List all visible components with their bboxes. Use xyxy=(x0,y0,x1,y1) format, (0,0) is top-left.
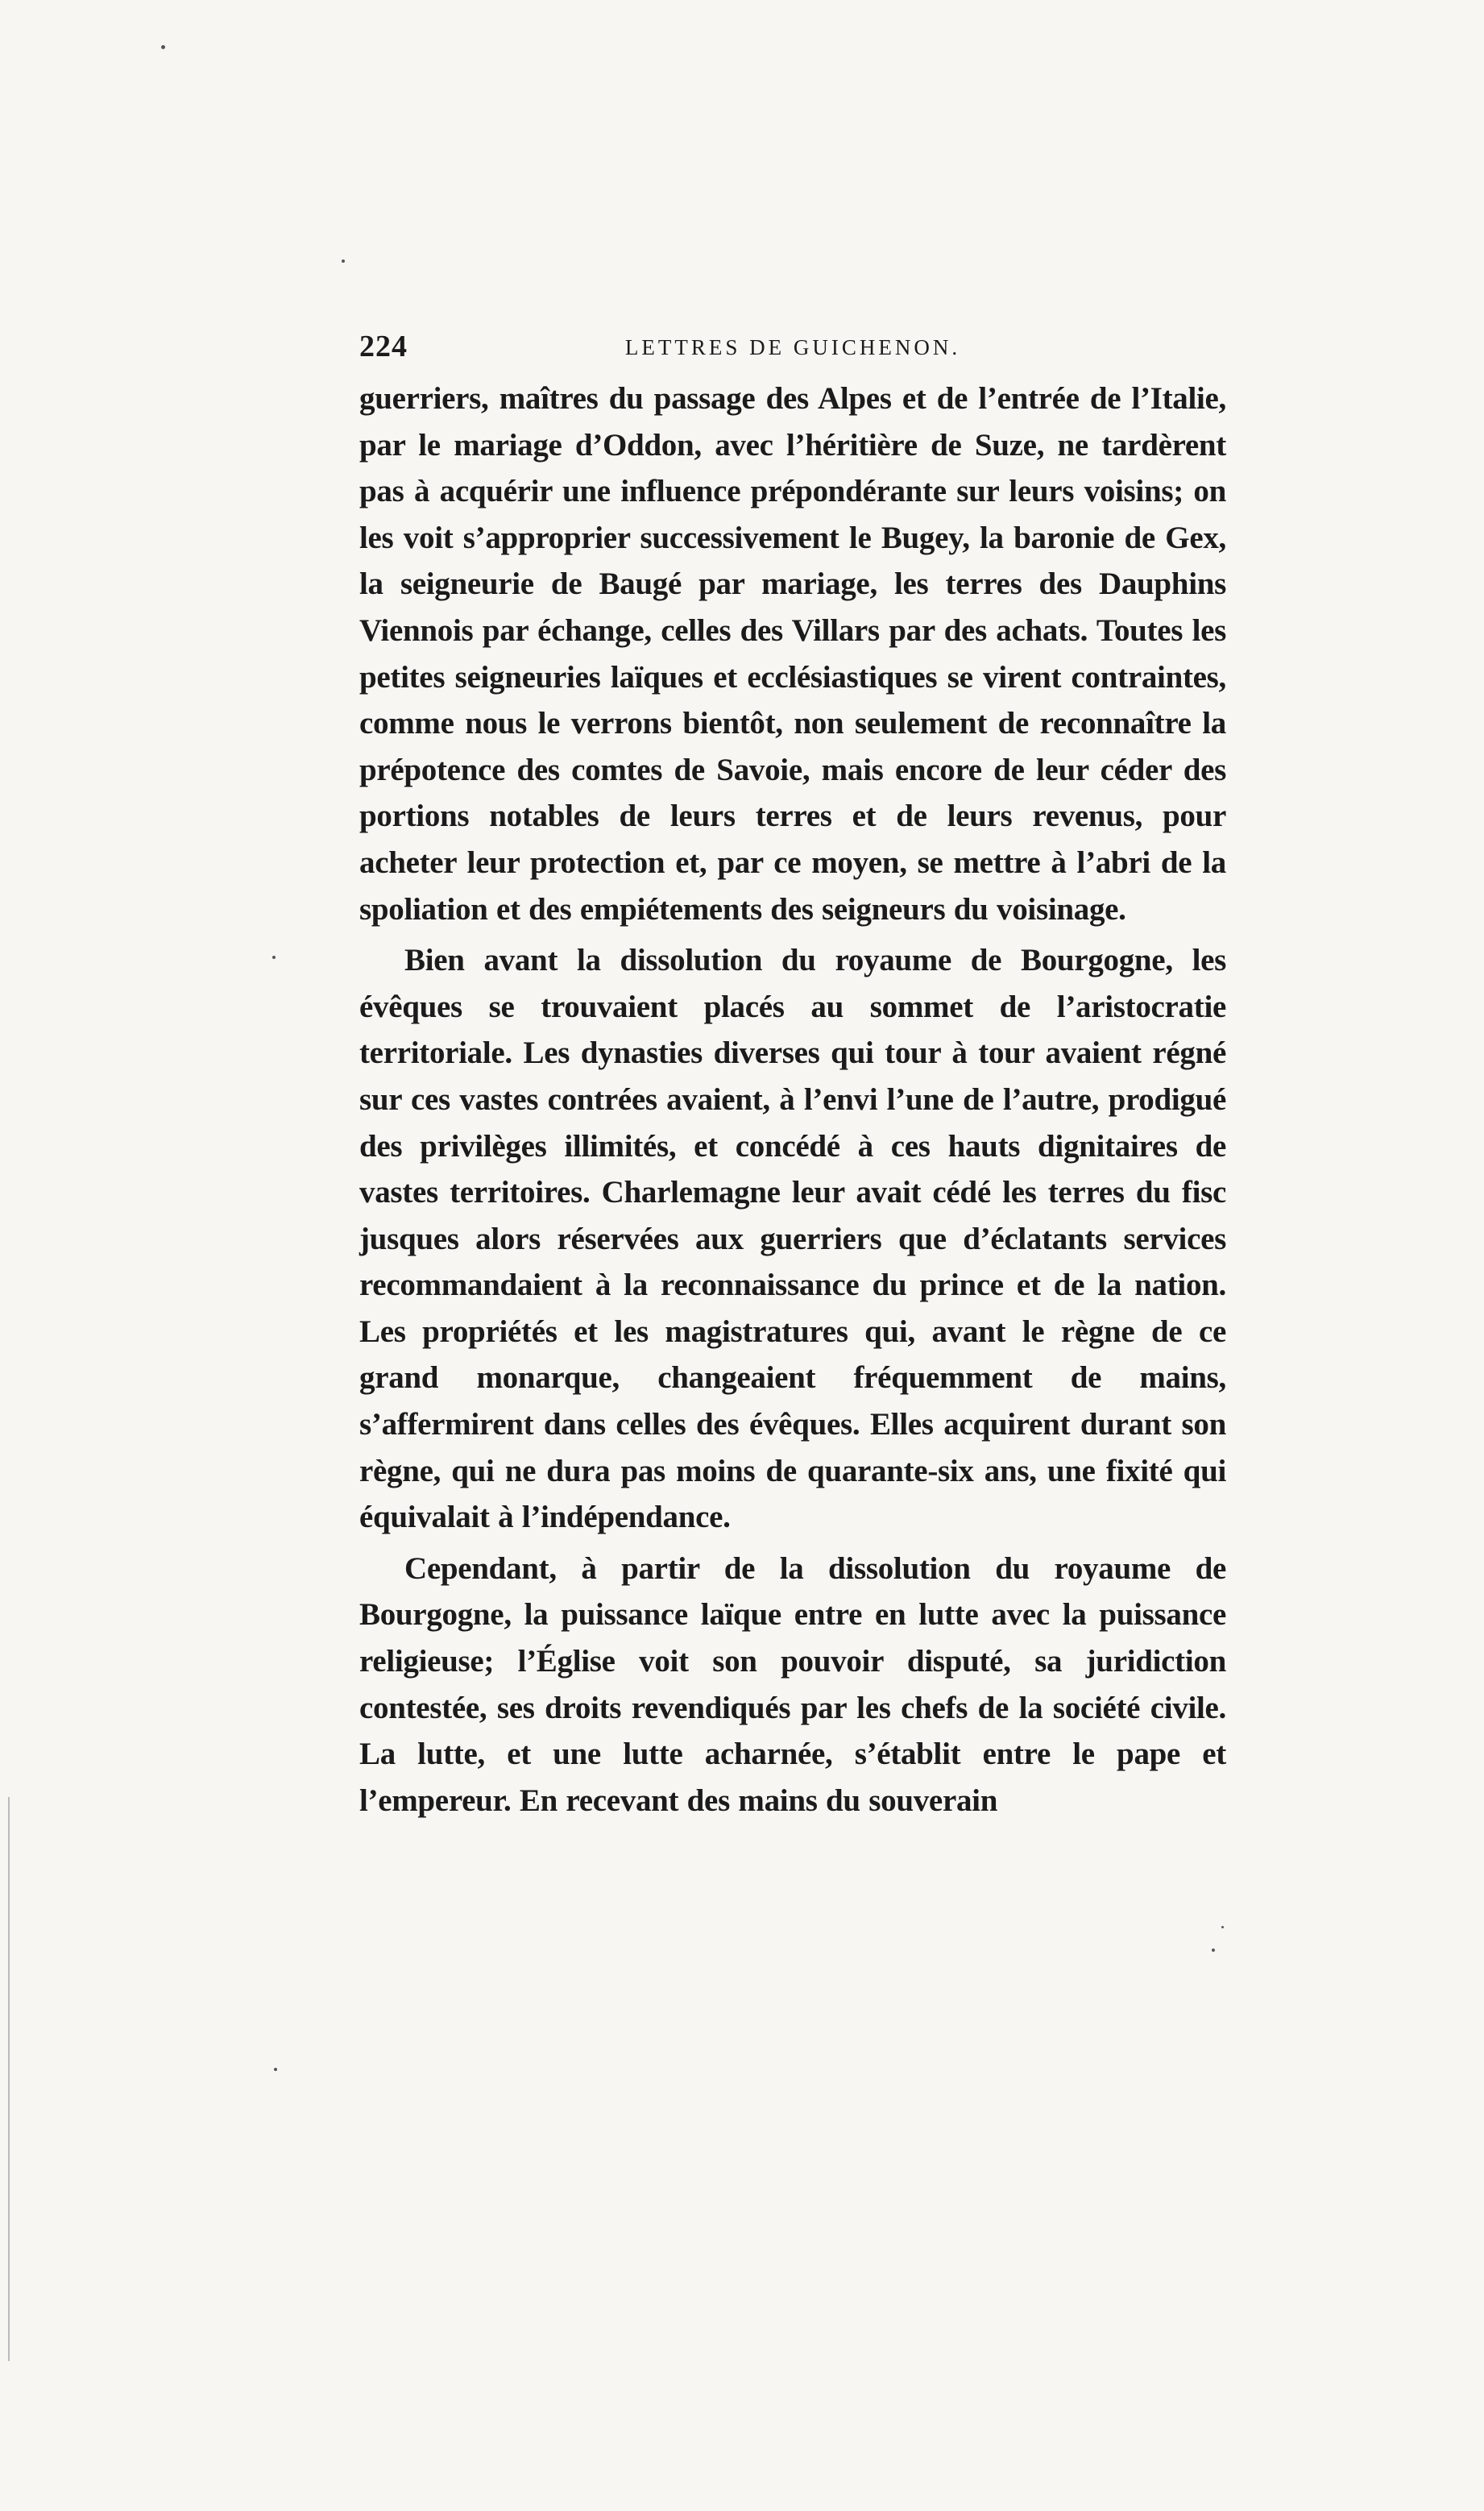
scan-edge xyxy=(8,1797,10,2361)
running-head xyxy=(359,329,1226,372)
body-text xyxy=(359,376,1226,1824)
speck xyxy=(272,956,276,959)
speck xyxy=(1212,1949,1215,1952)
book-page xyxy=(359,329,1226,1824)
speck xyxy=(1221,1926,1224,1928)
running-title: LETTRES DE GUICHENON. xyxy=(624,335,961,359)
paragraph-3: Cependant, à partir de la dissolution du royaume de Bourgogne, la puissance laïque entre en lutte avec la puissance religieuse; l’Église voit son pouvoir disputé, sa juridiction contestée, ses droits revendiqués par les chefs de la société civile. La lutte, et une lutte acharnée, s’établit entre le pape et l’empereur. En recevant des mains du souverain xyxy=(359,1550,1226,1818)
paragraph-1: guerriers, maîtres du passage des Alpes et de l’entrée de l’Italie, par le mariage d’Oddon, avec l’héritière de Suze, ne tardèrent pas à acquérir une influence prépondérante sur leurs voisins; on les voit s’approprier successivement le Bugey, la baronie de Gex, la seigneurie de Baugé par mariage, les terres des Dauphins Viennois par échange, celles des Villars par des achats. Toutes les petites seigneuries laïques et ecclésiastiques se virent contraintes, comme nous le verrons bientôt, non seulement de reconnaître la prépotence des comtes de Savoie, mais encore de leur céder des portions notables de leurs terres et de leurs revenus, pour acheter leur protection et, par ce moyen, se mettre à l’abri de la spoliation et des empiétements des seigneurs du voisinage. xyxy=(359,381,1226,927)
page-number: 224 xyxy=(359,330,408,363)
paragraph-2: Bien avant la dissolution du royaume de Bourgogne, les évêques se trouvaient placés au sommet de l’aristocratie territoriale. Les dynasties diverses qui tour à tour avaient régné sur ces vastes contrées avaient, à l’envi l’une de l’autre, prodigué des privilèges illimités, et concédé à ces hauts dignitaires de vastes territoires. Charlemagne leur avait cédé les terres du fisc jusques alors réservées aux guerriers que d’éclatants services recommandaient à la reconnaissance du prince et de la nation. Les propriétés et les magistratures qui, avant le règne de ce grand monarque, changeaient fréquemment de mains, s’affermirent dans celles des évêques. Elles acquirent durant son règne, qui ne dura pas moins de quarante-six ans, une fixité qui équivalait à l’indépendance. xyxy=(359,943,1226,1535)
speck xyxy=(274,2068,277,2071)
speck xyxy=(161,45,165,49)
speck xyxy=(342,259,345,263)
